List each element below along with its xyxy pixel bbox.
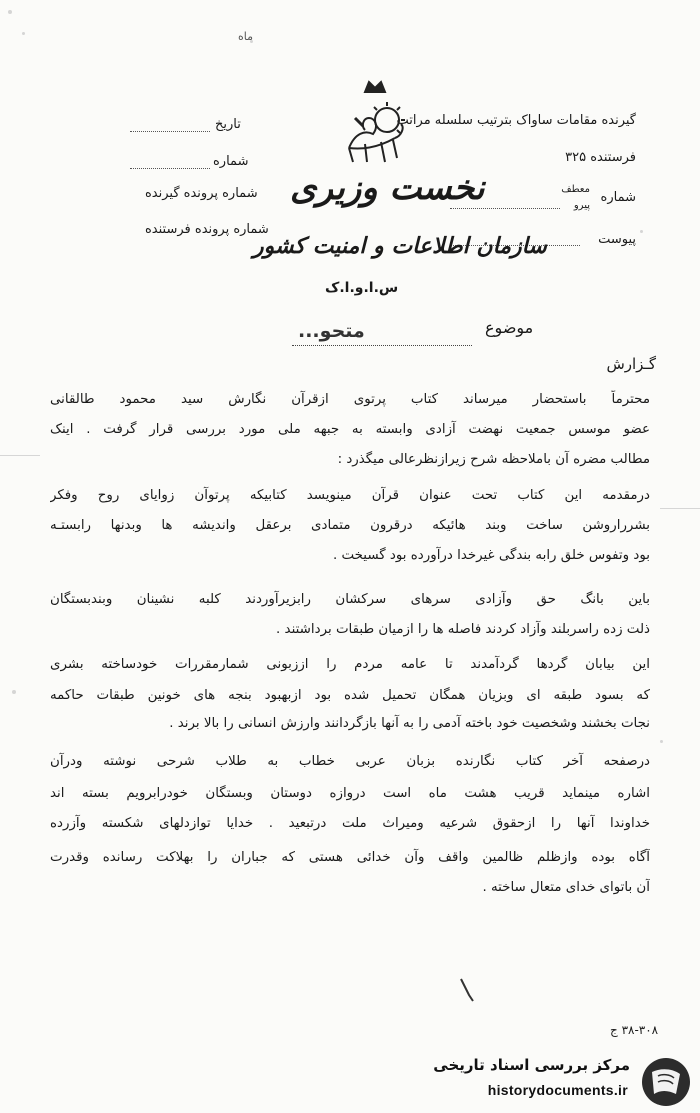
lion-and-sun-emblem-icon <box>335 78 415 168</box>
body-line: ذلت زده راسربلند وآزاد کردند فاصله ها را ازمیان طبقات برداشتند . <box>276 622 650 637</box>
number-field: شماره <box>600 190 636 205</box>
receiver-field: گیرنده مقامات ساواک بترتیب سلسله مراتب <box>396 113 636 128</box>
reference-code: س.ا.و.ا.ک <box>325 280 399 296</box>
body-line: باین بانگ حق وآزادی سرهای سرکشان رابزیرآوردند کلبه نشینان وبندبستگان <box>50 592 650 607</box>
org-subtitle: سازمان اطلاعات و امنیت کشور <box>253 233 547 259</box>
body-line: مطالب مضره آن باملاحظه شرح زیرازنظرعالی میگذرد : <box>337 452 650 467</box>
watermark-band <box>400 1050 700 1113</box>
archive-org-name: مرکز بررسی اسناد تاریخی <box>433 1056 630 1074</box>
dotted-line <box>450 208 560 209</box>
dotted-line <box>130 168 210 169</box>
date-field: تاریخ <box>215 117 241 132</box>
body-line: خداوندا آنها را ازحقوق شرعیه ومیراث ملت درتبعید . خدایا توازدلهای شکسته وآزرده <box>50 816 650 831</box>
body-line: اشاره مینماید قریب هشت ماه است دروازه دوستان وبستگان خودرابرویم بسته اند <box>50 786 650 801</box>
body-line: این بیابان گردها گردآمدند تا عامه مردم را اززبونی شمارمقررات خودساخته بشری <box>50 657 650 672</box>
ref-sub-2: پیرو <box>573 200 590 211</box>
top-mark: ماه <box>238 30 254 43</box>
body-line: محترماً باستحضار میرساند کتاب پرتوی ازقرآن نگارش سید محمود طالقانی <box>50 392 650 407</box>
receiver-file-field: شماره پرونده گیرنده <box>145 186 258 201</box>
ref-sub-1: معطف <box>561 184 590 195</box>
scan-speck <box>22 32 25 35</box>
sender-file-field: شماره پرونده فرستنده <box>145 222 269 237</box>
subject-underline <box>292 345 472 346</box>
scan-streak <box>660 508 700 509</box>
body-line: که بسود طبقه ای وبزیان همگان تحمیل شده بود ازبهبود بنجه های خونین طبقات حاکمه <box>50 688 650 703</box>
subject-label: موضوع <box>485 318 534 337</box>
scan-streak <box>0 455 40 456</box>
dotted-line <box>130 131 210 132</box>
scan-speck <box>8 10 12 14</box>
sender-field: فرستنده ۳۲۵ <box>565 150 636 165</box>
body-line: آن باتوای خدای متعال ساخته . <box>482 880 650 895</box>
body-line: عضو موسس جمعیت نهضت آزادی وابسته به جبهه ملی مورد بررسی قرار گرفت . اینک <box>50 422 650 437</box>
report-label: گـزارش <box>606 355 656 373</box>
body-line: بود وتفوس خلق رابه بندگی غیرخدا درآورده بود گسیخت . <box>333 548 650 563</box>
archive-url: historydocuments.ir <box>487 1082 628 1098</box>
scan-speck <box>640 230 643 233</box>
body-line: درصفحه آخر کتاب نگارنده بزبان عربی خطاب به طلاب شرحی نوشته ودرآن <box>50 754 650 769</box>
scan-speck <box>12 690 16 694</box>
subject-value: متحو... <box>298 320 365 342</box>
body-line: نجات بخشند وشخصیت خود باخته آدمی را به آنها بازگردانند وارزش انسانی را بالا برند . <box>169 716 650 731</box>
body-line: بشرراروشن ساخت وبند هائیکه درقرون متمادی برعقل واندیشه ها وبدنها رابستـه <box>50 518 650 533</box>
scan-speck <box>660 740 663 743</box>
org-title: نخست وزیری <box>290 168 485 208</box>
archive-logo-icon <box>640 1056 692 1108</box>
handwritten-mark <box>455 975 485 1005</box>
body-line: درمقدمه این کتاب تحت عنوان قرآن مینویسد کتابیکه پرتوآن زوایای روح وفکر <box>50 488 650 503</box>
body-line: آگاه بوده وازظلم ظالمین واقف وآن خدائی هستی که جباران را بهلاکت رسانده وقدرت <box>50 850 650 865</box>
document-number: ۳۸-۳۰۸ ج <box>610 1023 659 1037</box>
attachment-field: پیوست <box>598 232 636 247</box>
number-field-2: شماره <box>213 154 249 169</box>
